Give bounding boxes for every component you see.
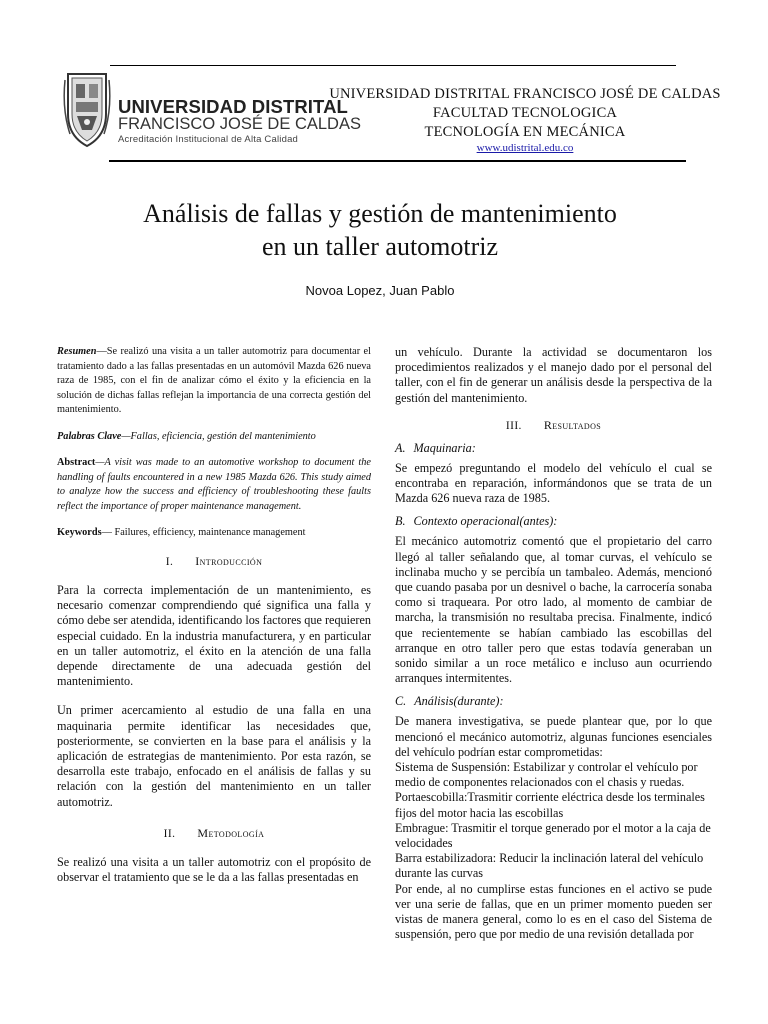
- paper-author: Novoa Lopez, Juan Pablo: [305, 283, 455, 298]
- section-number: I.: [165, 556, 174, 568]
- right-column: [395, 345, 712, 943]
- abstract-paragraph: [57, 456, 371, 514]
- contexto-paragraph: El mecánico automotriz comentó que el propietario del carro llegó al taller señalando que, al tomar curvas, el vehículo se inclinaba mucho y se percibía un tambaleo. Además, mencionó que cuando pasaba por un desnivel o bache, la carrocería sonaba como si traqueara. Por otro lado, al momento de cambiar de marcha, la transmisión no resultaba precisa. Finalmente, indicó que recientemente se habían cambiado las escobillas del arranque en otro taller pero que estas todavía generaban un sonido similar a un roce metálico e incluso aun ocurriendo arranques intermitentes.: [395, 534, 712, 686]
- program-name: TECNOLOGÍA EN MECÁNICA: [424, 124, 626, 140]
- header-top-rule: [110, 65, 676, 66]
- logo-line-3: Acreditación Institucional de Alta Calidad: [118, 134, 299, 145]
- faculty-name: FACULTAD TECNOLOGICA: [432, 105, 618, 121]
- intro-paragraph-2: Un primer acercamiento al estudio de una falla en una maquinaria permite identificar las necesidades que, posteriormente, se convierten en la base para el análisis y la aplicación de estrategias de mantenimiento. Por esta razón, se desarrolla este trabajo, enfocado en el análisis de fallas y su relación con la gestión del mantenimiento en un taller automotriz.: [57, 703, 371, 809]
- function-item: Portaescobilla:Trasmitir corriente eléctrica desde los terminales fijos del motor hacia las escobillas: [395, 790, 705, 820]
- institution-name: UNIVERSIDAD DISTRITAL FRANCISCO JOSÉ DE CALDAS: [329, 86, 721, 102]
- subsection-heading-maquinaria: [395, 441, 712, 456]
- analisis-intro: De manera investigativa, se puede plantear que, por lo que mencionó el mecánico automotriz, algunas funciones esenciales del vehículo podrían estar comprometidas:: [395, 714, 712, 759]
- logo-line-2: FRANCISCO JOSÉ DE CALDAS: [118, 115, 361, 133]
- logo-line-1: UNIVERSIDAD DISTRITAL: [118, 96, 348, 117]
- resumen-text: —Se realizó una visita a un taller automotriz para documentar el tratamiento dado a las fallas presentadas en un automóvil Mazda 626 nueva raza de 1985, con el fin de analizar cómo el éxito y la eficiencia en la solución de dichas fallas reflejan la importancia de una correcta gestión del mantenimiento.: [57, 346, 371, 415]
- analisis-block: [395, 714, 712, 942]
- intro-paragraph-1: Para la correcta implementación de un mantenimiento, es necesario comenzar comprendiendo qué significa una falla y cómo debe ser atendida, identificando los factores que requieren especial cuidado. En la industria manufacturera, y en particular en un taller automotriz, el éxito en la atención de una falla depende directamente de una adecuada gestión del mantenimiento.: [57, 583, 371, 689]
- university-logo: [62, 70, 361, 150]
- section-heading-metodologia: [57, 826, 371, 841]
- subsection-letter: C.: [395, 694, 407, 709]
- abstract-label: Abstract: [57, 457, 96, 468]
- paper-title: [90, 197, 670, 263]
- section-number: II.: [163, 827, 176, 840]
- university-seal-icon: [62, 70, 112, 150]
- function-item: Barra estabilizadora: Reducir la inclinación lateral del vehículo durante las curvas: [395, 851, 704, 881]
- subsection-title: Contexto operacional(antes):: [413, 514, 558, 529]
- university-website-link[interactable]: www.udistrital.edu.co: [476, 142, 574, 154]
- keywords-paragraph: [57, 526, 371, 540]
- resumen-paragraph: [57, 345, 371, 418]
- keywords-text: — Failures, efficiency, maintenance management: [101, 527, 306, 538]
- subsection-heading-analisis: [395, 694, 712, 709]
- institution-block: [325, 85, 725, 155]
- left-column: [57, 345, 371, 885]
- subsection-title: Análisis(durante):: [414, 694, 504, 709]
- subsection-title: Maquinaria:: [413, 440, 476, 455]
- section-heading-introduccion: [57, 554, 371, 569]
- function-item: Sistema de Suspensión: Estabilizar y controlar el vehículo por medio de componentes relacionados con el chasis y ruedas.: [395, 760, 698, 790]
- palabras-clave-label: Palabras Clave: [57, 430, 122, 442]
- abstract-text: —A visit was made to an automotive workshop to document the handling of faults encountered in a new 1985 Mazda 626. This study aimed to analyze how the success and efficiency of troubleshooting these faults reflect the importance of proper maintenance management.: [57, 457, 371, 512]
- subsection-letter: B.: [395, 514, 406, 529]
- section-heading-resultados: [395, 418, 712, 433]
- maquinaria-paragraph: Se empezó preguntando el modelo del vehículo el cual se encontraba en reparación, informándonos que se trata de un Mazda 626 nueva raza de 1985.: [395, 460, 712, 506]
- section-title: Resultados: [543, 417, 602, 432]
- analisis-closing: Por ende, al no cumplirse estas funciones en el activo se pude ver una serie de fallas, que en un primer momento pueden ser vistas de manera general, como lo es en el caso del Sistema de suspensión, pero que por medio de una revisión detallada por: [395, 881, 712, 942]
- palabras-clave-text: —Fallas, eficiencia, gestión del mantenimiento: [121, 430, 316, 442]
- keywords-label: Keywords: [57, 527, 102, 538]
- metodologia-paragraph: Se realizó una visita a un taller automotriz con el propósito de observar el tratamiento que se le da a las fallas presentadas en: [57, 854, 371, 885]
- subsection-letter: A.: [395, 440, 406, 455]
- resumen-label: Resumen: [57, 346, 97, 357]
- section-title: Introducción: [195, 554, 263, 568]
- paper-title-line-2: en un taller automotriz: [261, 232, 499, 261]
- paper-title-line-1: Análisis de fallas y gestión de mantenimiento: [143, 199, 617, 228]
- subsection-heading-contexto: [395, 514, 712, 529]
- header-bottom-rule: [109, 160, 686, 162]
- section-number: III.: [505, 419, 522, 432]
- palabras-clave-paragraph: [57, 430, 371, 445]
- metodologia-continuation: un vehículo. Durante la actividad se documentaron los procedimientos realizados y el manejo dado por el personal del taller, con el fin de generar un análisis desde la perspectiva de la gestión del mantenimiento.: [395, 345, 712, 405]
- section-title: Metodología: [197, 825, 265, 840]
- function-item: Embrague: Trasmitir el torque generado por el motor a la caja de velocidades: [395, 820, 711, 851]
